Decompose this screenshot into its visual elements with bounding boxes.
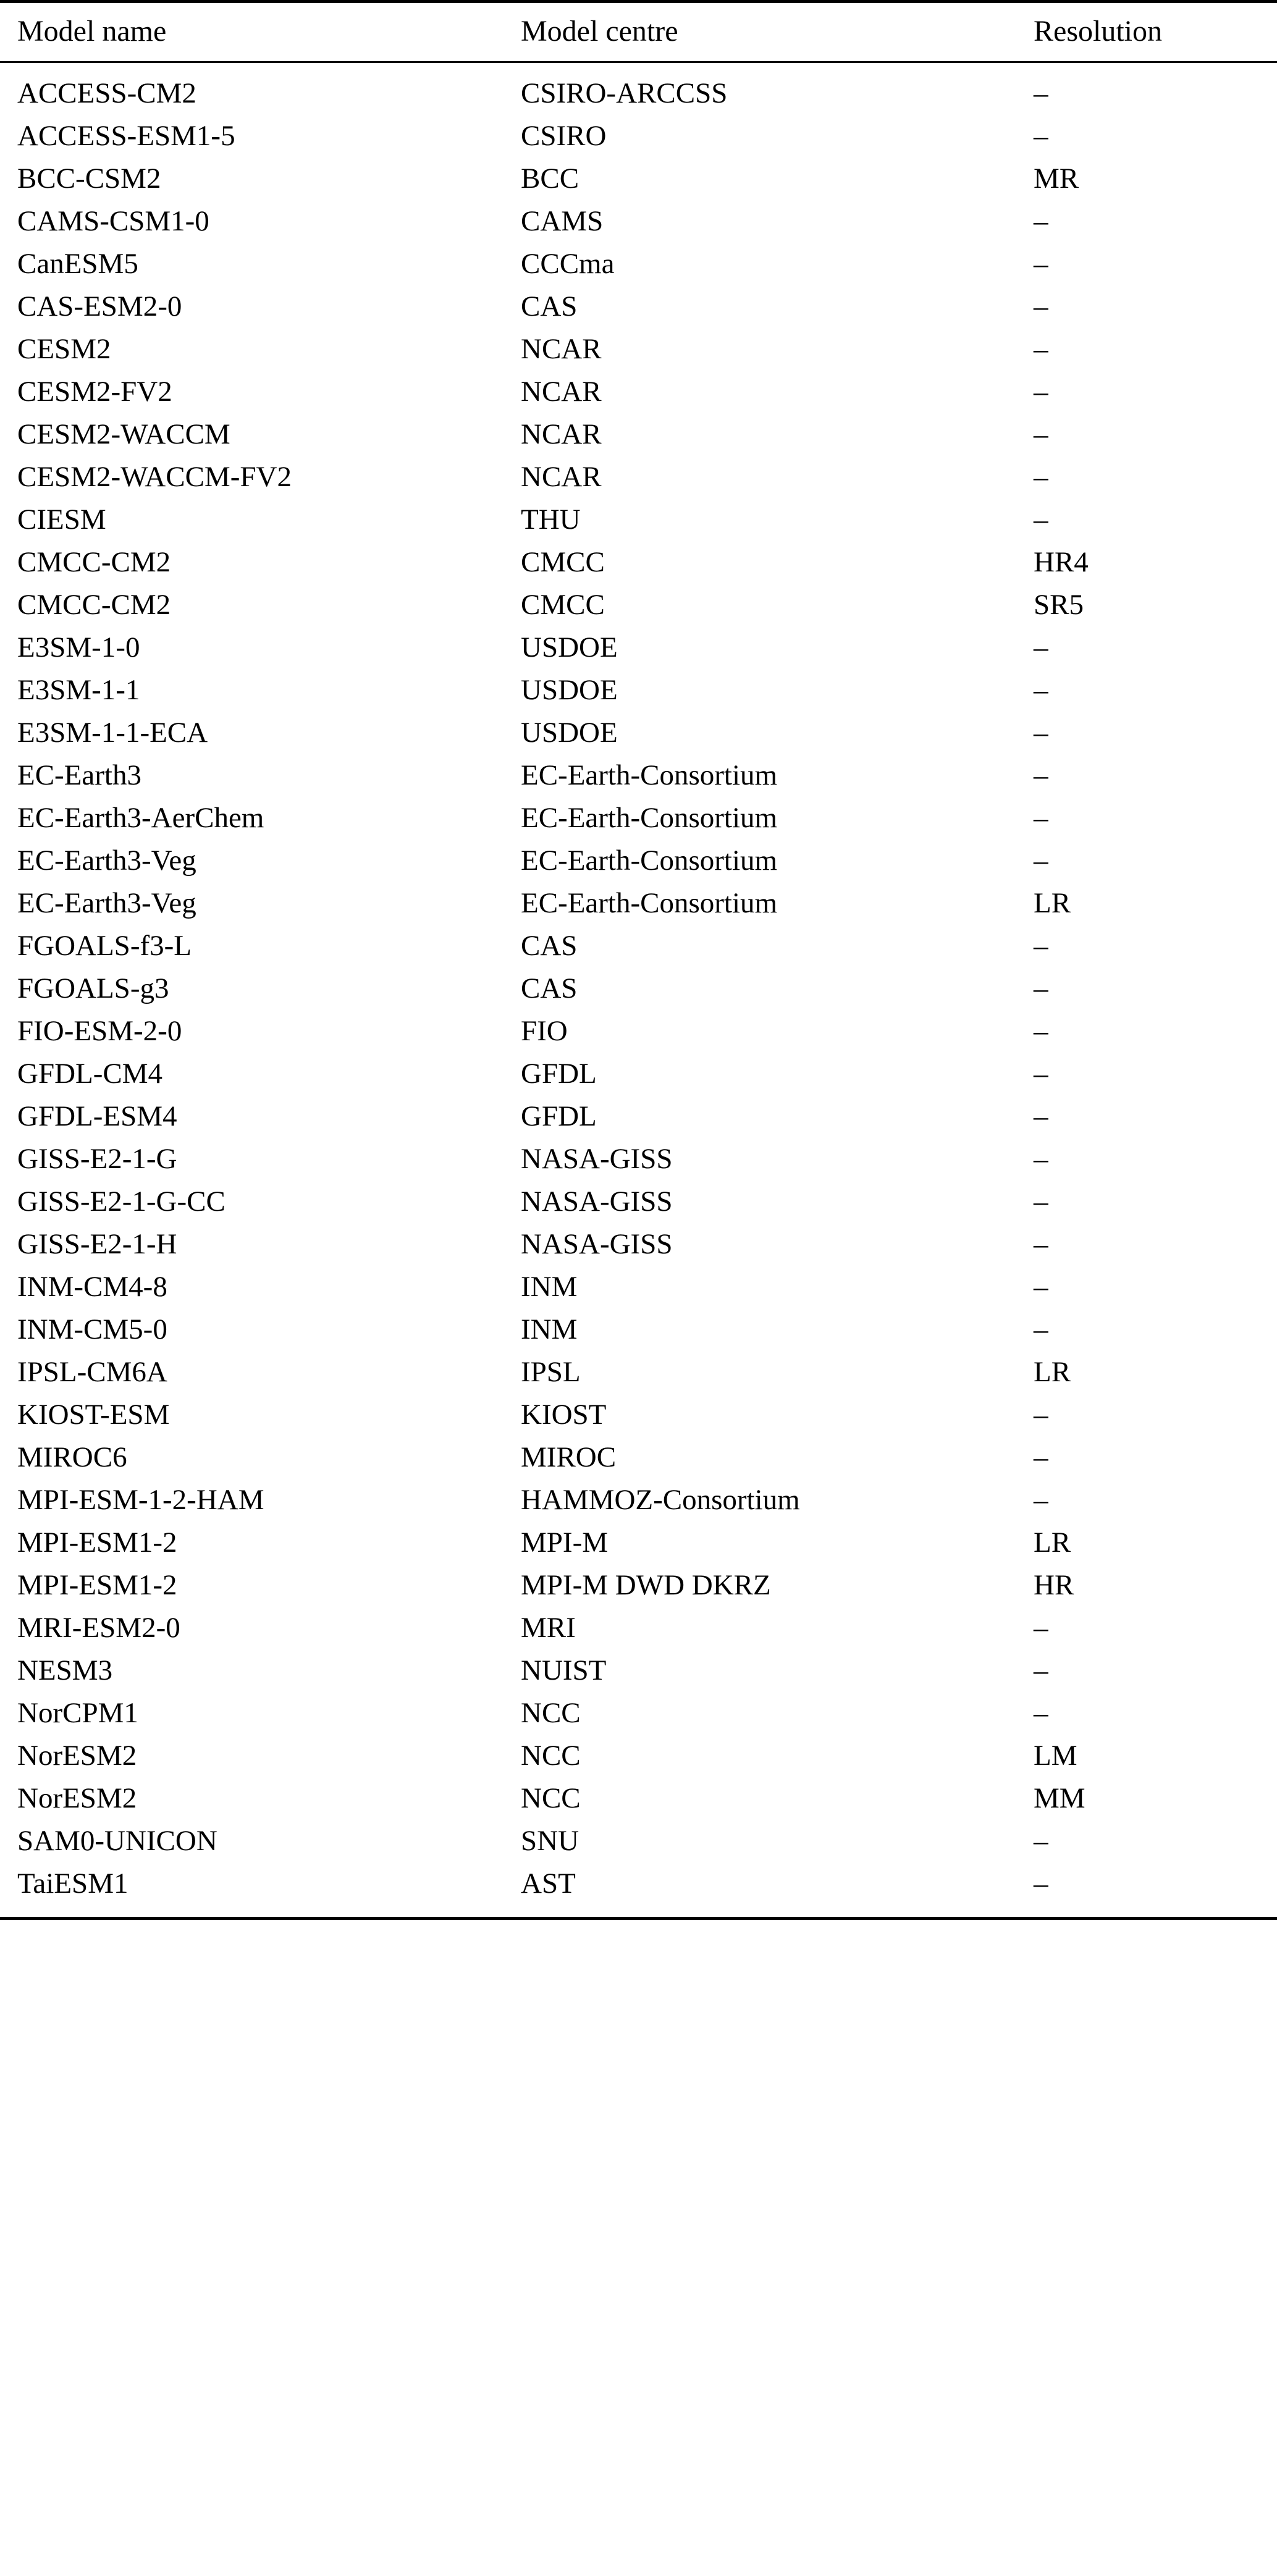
cell-model-centre: NCAR bbox=[521, 333, 602, 365]
cell-model-name: MIROC6 bbox=[17, 1441, 127, 1473]
cell-model-name: CAMS-CSM1-0 bbox=[17, 205, 209, 237]
cell-resolution: – bbox=[1034, 1100, 1048, 1132]
cell-model-name: NorESM2 bbox=[17, 1740, 137, 1772]
cell-resolution: SR5 bbox=[1034, 589, 1084, 621]
cell-resolution: – bbox=[1034, 1825, 1048, 1857]
cell-resolution: – bbox=[1034, 1313, 1048, 1345]
table-row bbox=[0, 115, 1277, 158]
cell-resolution: – bbox=[1034, 1612, 1048, 1644]
table-row bbox=[0, 1181, 1277, 1223]
cell-resolution: MM bbox=[1034, 1782, 1085, 1814]
cell-resolution: HR bbox=[1034, 1569, 1074, 1601]
cell-model-name: ACCESS-CM2 bbox=[17, 77, 196, 109]
table-row bbox=[0, 456, 1277, 499]
cell-model-centre: MPI-M bbox=[521, 1526, 609, 1559]
cell-resolution: – bbox=[1034, 1271, 1048, 1303]
cell-model-centre: NCC bbox=[521, 1697, 581, 1729]
cell-model-name: INM-CM4-8 bbox=[17, 1271, 167, 1303]
cell-model-centre: INM bbox=[521, 1313, 578, 1345]
table-row bbox=[0, 1735, 1277, 1777]
cell-model-centre: CAS bbox=[521, 290, 578, 322]
cell-model-centre: NCAR bbox=[521, 376, 602, 408]
table-row bbox=[0, 1138, 1277, 1181]
cell-model-centre: NUIST bbox=[521, 1654, 607, 1686]
cell-model-name: EC-Earth3-Veg bbox=[17, 887, 196, 919]
cell-resolution: – bbox=[1034, 631, 1048, 663]
cell-model-name: GISS-E2-1-H bbox=[17, 1228, 177, 1260]
cell-model-centre: NCAR bbox=[521, 461, 602, 493]
cell-resolution: – bbox=[1034, 376, 1048, 408]
column-header-model-name: Model name bbox=[17, 15, 167, 48]
cell-resolution: – bbox=[1034, 418, 1048, 450]
cell-model-centre: INM bbox=[521, 1271, 578, 1303]
cell-resolution: – bbox=[1034, 1441, 1048, 1473]
cell-model-name: CESM2-FV2 bbox=[17, 376, 172, 408]
cell-model-centre: CMCC bbox=[521, 546, 605, 578]
cell-model-name: GFDL-CM4 bbox=[17, 1058, 163, 1090]
table-row bbox=[0, 1777, 1277, 1820]
cell-resolution: – bbox=[1034, 1058, 1048, 1090]
cell-model-name: MPI-ESM1-2 bbox=[17, 1569, 177, 1601]
cell-resolution: – bbox=[1034, 844, 1048, 877]
table-row bbox=[0, 925, 1277, 967]
cell-model-centre: CAS bbox=[521, 930, 578, 962]
column-header-model-centre: Model centre bbox=[521, 15, 678, 48]
cell-model-name: E3SM-1-1-ECA bbox=[17, 717, 208, 749]
cell-model-name: FGOALS-f3-L bbox=[17, 930, 192, 962]
cell-resolution: – bbox=[1034, 1484, 1048, 1516]
cell-model-centre: CMCC bbox=[521, 589, 605, 621]
cell-model-name: EC-Earth3-AerChem bbox=[17, 802, 264, 834]
table-row bbox=[0, 626, 1277, 669]
table-row bbox=[0, 1607, 1277, 1649]
cell-model-name: MPI-ESM1-2 bbox=[17, 1526, 177, 1559]
cell-resolution: – bbox=[1034, 461, 1048, 493]
table-row bbox=[0, 1479, 1277, 1522]
table-row bbox=[0, 1564, 1277, 1607]
cell-resolution: LR bbox=[1034, 1356, 1071, 1388]
table-row bbox=[0, 200, 1277, 243]
table-row bbox=[0, 712, 1277, 754]
table-row bbox=[0, 62, 1277, 116]
cell-model-centre: EC-Earth-Consortium bbox=[521, 759, 778, 791]
cell-model-centre: HAMMOZ-Consortium bbox=[521, 1484, 800, 1516]
table-row bbox=[0, 1436, 1277, 1479]
cell-resolution: – bbox=[1034, 1015, 1048, 1047]
table-row bbox=[0, 371, 1277, 413]
cell-resolution: – bbox=[1034, 1654, 1048, 1686]
cell-model-name: BCC-CSM2 bbox=[17, 162, 161, 195]
cell-model-centre: EC-Earth-Consortium bbox=[521, 844, 778, 877]
cell-model-name: E3SM-1-1 bbox=[17, 674, 140, 706]
cell-model-name: INM-CM5-0 bbox=[17, 1313, 167, 1345]
cell-resolution: – bbox=[1034, 1399, 1048, 1431]
table-row bbox=[0, 285, 1277, 328]
cell-model-centre: CAMS bbox=[521, 205, 604, 237]
table-row bbox=[0, 499, 1277, 541]
cell-model-centre: CCCma bbox=[521, 248, 615, 280]
cell-resolution: – bbox=[1034, 1697, 1048, 1729]
table-row bbox=[0, 1863, 1277, 1919]
cell-resolution: – bbox=[1034, 717, 1048, 749]
cell-model-centre: EC-Earth-Consortium bbox=[521, 802, 778, 834]
cell-resolution: – bbox=[1034, 1867, 1048, 1900]
cell-model-name: FGOALS-g3 bbox=[17, 972, 169, 1004]
table-row bbox=[0, 413, 1277, 456]
table-row bbox=[0, 1522, 1277, 1564]
cell-model-centre: NCAR bbox=[521, 418, 602, 450]
cell-model-centre: MIROC bbox=[521, 1441, 617, 1473]
table-row bbox=[0, 1266, 1277, 1308]
table-row bbox=[0, 754, 1277, 797]
cell-model-centre: AST bbox=[521, 1867, 576, 1900]
cell-model-centre: KIOST bbox=[521, 1399, 607, 1431]
cell-model-name: SAM0-UNICON bbox=[17, 1825, 217, 1857]
cell-model-centre: GFDL bbox=[521, 1058, 597, 1090]
cell-model-name: NESM3 bbox=[17, 1654, 113, 1686]
cell-model-name: GISS-E2-1-G bbox=[17, 1143, 177, 1175]
cell-model-name: EC-Earth3 bbox=[17, 759, 141, 791]
cell-model-centre: THU bbox=[521, 503, 581, 536]
cell-model-name: GISS-E2-1-G-CC bbox=[17, 1185, 225, 1218]
table-row bbox=[0, 1095, 1277, 1138]
cell-model-centre: NASA-GISS bbox=[521, 1143, 673, 1175]
cell-model-centre: USDOE bbox=[521, 631, 618, 663]
cell-resolution: HR4 bbox=[1034, 546, 1089, 578]
table-row bbox=[0, 1692, 1277, 1735]
table-row bbox=[0, 1649, 1277, 1692]
cell-model-name: EC-Earth3-Veg bbox=[17, 844, 196, 877]
cell-model-name: CAS-ESM2-0 bbox=[17, 290, 182, 322]
cell-model-name: TaiESM1 bbox=[17, 1867, 129, 1900]
table-row bbox=[0, 158, 1277, 200]
cell-model-centre: BCC bbox=[521, 162, 579, 195]
cell-model-name: KIOST-ESM bbox=[17, 1399, 170, 1431]
cell-resolution: – bbox=[1034, 1143, 1048, 1175]
table-row bbox=[0, 1351, 1277, 1394]
cell-model-name: CESM2 bbox=[17, 333, 111, 365]
cell-model-name: GFDL-ESM4 bbox=[17, 1100, 177, 1132]
table-header-row bbox=[0, 2, 1277, 62]
cell-model-centre: IPSL bbox=[521, 1356, 581, 1388]
cell-model-centre: CSIRO bbox=[521, 120, 607, 152]
cell-model-centre: CSIRO-ARCCSS bbox=[521, 77, 728, 109]
cell-model-name: MPI-ESM-1-2-HAM bbox=[17, 1484, 264, 1516]
cell-model-centre: USDOE bbox=[521, 674, 618, 706]
cell-model-centre: MRI bbox=[521, 1612, 576, 1644]
cell-resolution: – bbox=[1034, 77, 1048, 109]
table-header bbox=[0, 2, 1277, 62]
cell-model-centre: USDOE bbox=[521, 717, 618, 749]
cell-resolution: – bbox=[1034, 333, 1048, 365]
cell-model-centre: FIO bbox=[521, 1015, 568, 1047]
cell-model-centre: EC-Earth-Consortium bbox=[521, 887, 778, 919]
table-row bbox=[0, 797, 1277, 840]
cell-resolution: – bbox=[1034, 802, 1048, 834]
table-row bbox=[0, 1820, 1277, 1863]
cell-model-name: CESM2-WACCM bbox=[17, 418, 230, 450]
cell-model-name: ACCESS-ESM1-5 bbox=[17, 120, 235, 152]
table-row bbox=[0, 840, 1277, 882]
column-header-resolution: Resolution bbox=[1034, 15, 1163, 48]
cell-resolution: – bbox=[1034, 120, 1048, 152]
cell-model-name: IPSL-CM6A bbox=[17, 1356, 167, 1388]
table-row bbox=[0, 1223, 1277, 1266]
table-row bbox=[0, 669, 1277, 712]
table-row bbox=[0, 243, 1277, 285]
cell-resolution: LR bbox=[1034, 1526, 1071, 1559]
cell-model-centre: NASA-GISS bbox=[521, 1228, 673, 1260]
table-row bbox=[0, 541, 1277, 584]
table-row bbox=[0, 967, 1277, 1010]
cell-model-centre: NCC bbox=[521, 1782, 581, 1814]
cell-model-name: MRI-ESM2-0 bbox=[17, 1612, 180, 1644]
cell-model-centre: NCC bbox=[521, 1740, 581, 1772]
cell-resolution: – bbox=[1034, 930, 1048, 962]
table-row bbox=[0, 882, 1277, 925]
cell-model-centre: GFDL bbox=[521, 1100, 597, 1132]
cell-resolution: – bbox=[1034, 503, 1048, 536]
cell-model-name: CMCC-CM2 bbox=[17, 589, 171, 621]
cell-resolution: MR bbox=[1034, 162, 1079, 195]
cell-model-centre: SNU bbox=[521, 1825, 579, 1857]
table-row bbox=[0, 1010, 1277, 1053]
cell-model-name: NorESM2 bbox=[17, 1782, 137, 1814]
cell-resolution: – bbox=[1034, 1185, 1048, 1218]
cell-model-name: FIO-ESM-2-0 bbox=[17, 1015, 182, 1047]
cell-model-centre: CAS bbox=[521, 972, 578, 1004]
table-row bbox=[0, 1053, 1277, 1095]
cell-resolution: – bbox=[1034, 674, 1048, 706]
table-body bbox=[0, 62, 1277, 1919]
cell-model-name: CMCC-CM2 bbox=[17, 546, 171, 578]
cell-resolution: – bbox=[1034, 1228, 1048, 1260]
cell-model-name: E3SM-1-0 bbox=[17, 631, 140, 663]
table-row bbox=[0, 1394, 1277, 1436]
table-row bbox=[0, 584, 1277, 626]
cell-model-name: NorCPM1 bbox=[17, 1697, 138, 1729]
table-row bbox=[0, 1308, 1277, 1351]
cell-model-name: CIESM bbox=[17, 503, 106, 536]
cell-resolution: – bbox=[1034, 290, 1048, 322]
cell-model-name: CanESM5 bbox=[17, 248, 138, 280]
cell-resolution: – bbox=[1034, 248, 1048, 280]
cell-resolution: LR bbox=[1034, 887, 1071, 919]
table-row bbox=[0, 328, 1277, 371]
cell-resolution: LM bbox=[1034, 1740, 1077, 1772]
cell-model-name: CESM2-WACCM-FV2 bbox=[17, 461, 292, 493]
cell-model-centre: MPI-M DWD DKRZ bbox=[521, 1569, 771, 1601]
cell-model-centre: NASA-GISS bbox=[521, 1185, 673, 1218]
cell-resolution: – bbox=[1034, 759, 1048, 791]
cell-resolution: – bbox=[1034, 972, 1048, 1004]
cell-resolution: – bbox=[1034, 205, 1048, 237]
